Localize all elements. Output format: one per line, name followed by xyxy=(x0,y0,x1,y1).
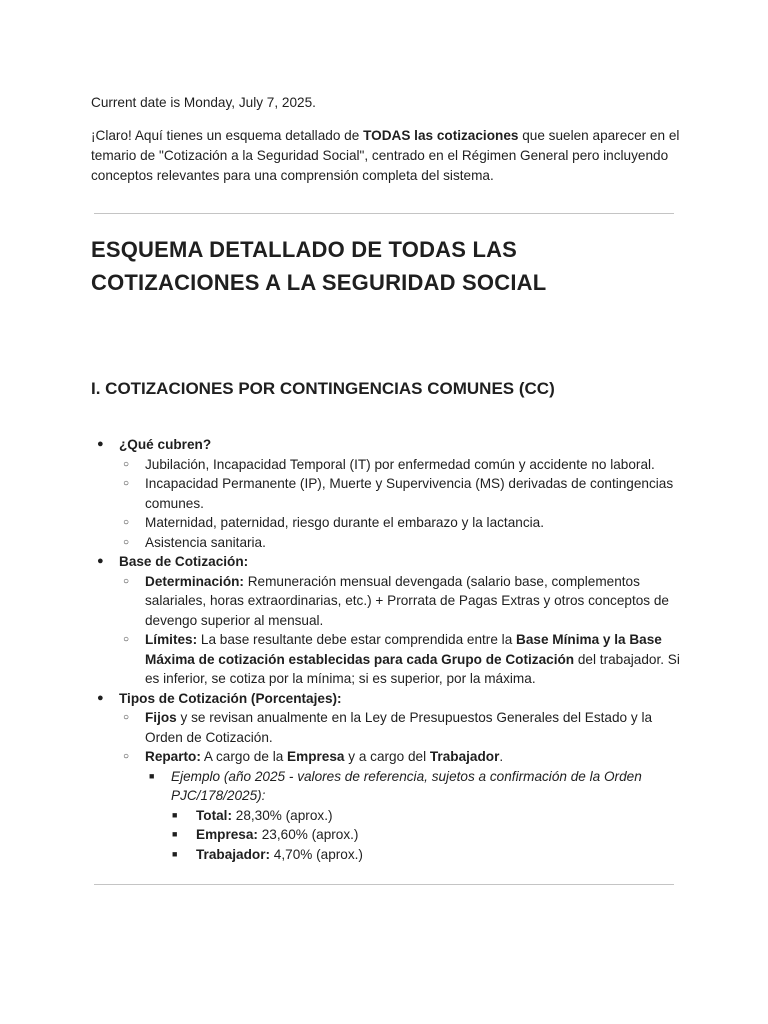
coverage-text: Maternidad, paternidad, riesgo durante el embarazo y la lactancia. xyxy=(145,515,544,530)
list-item-base-cotizacion xyxy=(91,552,691,572)
reparto-label: Reparto: xyxy=(145,749,201,764)
bullet-square: ■ xyxy=(172,848,178,859)
list-item-coverage xyxy=(91,533,691,553)
bullet-disc: ● xyxy=(97,691,104,704)
list-item-total xyxy=(91,806,691,826)
fijos-label: Fijos xyxy=(145,710,177,725)
bullet-disc: ● xyxy=(97,555,104,567)
intro-paragraph xyxy=(91,126,691,186)
bullet-square: ■ xyxy=(172,809,178,820)
list-item-que-cubren xyxy=(91,435,691,455)
current-date-line: Current date is Monday, July 7, 2025. xyxy=(91,95,316,110)
divider-top xyxy=(94,213,674,214)
coverage-text: Jubilación, Incapacidad Temporal (IT) por enfermedad común y accidente no laboral. xyxy=(145,456,655,472)
total-label: Total: xyxy=(196,807,232,823)
reparto-text-e: . xyxy=(499,749,504,764)
reparto-trabajador: Trabajador xyxy=(429,749,500,764)
bullet-disc: ● xyxy=(97,438,104,450)
list-item-empresa xyxy=(91,825,691,845)
intro-text-c: que suelen aparecer en el temario de "Cotización a la Seguridad Social", centrado en el Régimen General pero incluyendo conceptos relevantes para una comprensión completa del sistema. xyxy=(91,128,680,183)
total-value: 28,30% (aprox.) xyxy=(232,807,333,823)
reparto-text-c: y a cargo del xyxy=(344,749,430,764)
bullet-circle: ○ xyxy=(123,751,130,762)
intro-text-a: ¡Claro! Aquí tienes un esquema detallado de xyxy=(91,128,364,143)
ejemplo-text: Ejemplo (año 2025 - valores de referencia, sujetos a confirmación de la Orden PJC/178/2025): xyxy=(171,768,642,803)
bullet-circle: ○ xyxy=(123,712,130,723)
bullet-circle: ○ xyxy=(123,575,130,587)
list-item-determinacion xyxy=(91,572,691,631)
list-item-reparto xyxy=(91,747,691,767)
list-item-coverage xyxy=(91,513,691,533)
bullet-square: ■ xyxy=(149,770,155,781)
contingencias-comunes-list xyxy=(91,435,691,864)
limites-text-c: del trabajador. Si es inferior, se cotiza por la mínima; si es superior, por la máxima. xyxy=(145,651,680,686)
determinacion-label: Determinación: xyxy=(145,573,244,589)
bullet-circle: ○ xyxy=(123,478,130,489)
list-item-limites xyxy=(91,630,691,689)
reparto-empresa: Empresa xyxy=(287,749,345,764)
bullet-square: ■ xyxy=(172,829,178,839)
empresa-value: 23,60% (aprox.) xyxy=(257,827,359,842)
bullet-circle: ○ xyxy=(123,458,130,470)
coverage-text: Asistencia sanitaria. xyxy=(145,534,266,550)
bullet-circle: ○ xyxy=(123,536,130,548)
coverage-text: Incapacidad Permanente (IP), Muerte y Supervivencia (MS) derivadas de contingencias comunes. xyxy=(145,476,674,511)
intro-emphasis: TODAS las cotizaciones xyxy=(363,128,519,143)
bullet-circle: ○ xyxy=(123,634,130,645)
determinacion-text: Remuneración mensual devengada (salario base, complementos salariales, horas extraordinarias, etc.) + Prorrata de Pagas Extras y otros conceptos de devengo superior al mensual. xyxy=(145,573,669,628)
list-item-trabajador xyxy=(91,845,691,865)
limites-text-a: La base resultante debe estar comprendida entre la xyxy=(197,632,517,647)
que-cubren-label: ¿Qué cubren? xyxy=(119,437,212,452)
bullet-circle: ○ xyxy=(123,517,130,528)
document-title: ESQUEMA DETALLADO DE TODAS LAS COTIZACIONES A LA SEGURIDAD SOCIAL xyxy=(91,237,547,295)
limites-label: Límites: xyxy=(145,632,198,647)
divider-bottom xyxy=(94,884,674,885)
reparto-text-a: A cargo de la xyxy=(200,749,288,764)
trabajador-label: Trabajador: xyxy=(196,846,271,862)
section-heading: I. COTIZACIONES POR CONTINGENCIAS COMUNES (CC) xyxy=(91,379,555,398)
list-item-tipos-cotizacion xyxy=(91,689,691,709)
list-item-ejemplo xyxy=(91,767,691,806)
list-item-coverage xyxy=(91,474,691,513)
list-item-coverage xyxy=(91,455,691,475)
empresa-label: Empresa: xyxy=(196,827,258,842)
limites-emphasis: Base Mínima y la Base Máxima de cotización establecidas para cada Grupo de Cotización xyxy=(145,632,662,667)
trabajador-value: 4,70% (aprox.) xyxy=(270,846,363,862)
tipos-label: Tipos de Cotización (Porcentajes): xyxy=(119,690,342,706)
list-item-fijos xyxy=(91,708,691,747)
fijos-text: y se revisan anualmente en la Ley de Presupuestos Generales del Estado y la Orden de Cotización. xyxy=(145,710,653,745)
base-label: Base de Cotización: xyxy=(119,554,249,569)
